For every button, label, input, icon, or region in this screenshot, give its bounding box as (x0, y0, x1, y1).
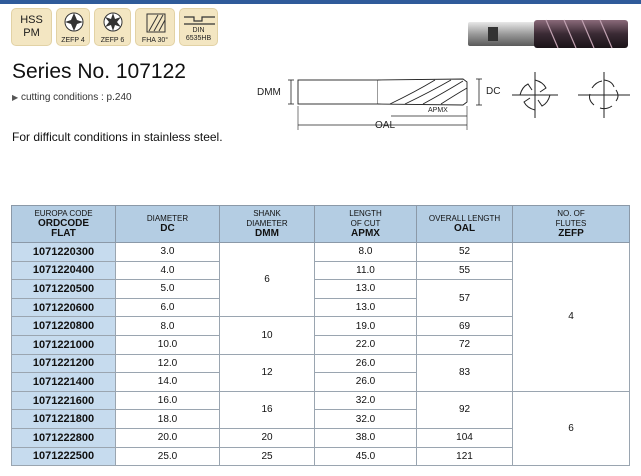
helix-label: FHA 30° (141, 37, 169, 44)
oal-cell: 72 (417, 335, 513, 354)
oal-cell: 121 (417, 447, 513, 466)
top-accent-bar (0, 0, 641, 4)
code-cell: 1071220600 (12, 298, 116, 317)
dc-cell: 8.0 (116, 317, 220, 336)
code-cell: 1071221400 (12, 373, 116, 392)
header-flutes-line3: ZEFP (558, 228, 584, 239)
dmm-cell: 25 (220, 447, 315, 466)
apmx-cell: 19.0 (315, 317, 417, 336)
dc-label: DC (486, 86, 501, 97)
dmm-cell: 16 (220, 391, 315, 428)
header-overall-line2: OAL (453, 223, 476, 234)
dc-cell: 12.0 (116, 354, 220, 373)
apmx-cell: 32.0 (315, 410, 417, 429)
dmm-cell: 12 (220, 354, 315, 391)
din-badge (179, 8, 218, 46)
hss-label: HSS (20, 14, 43, 26)
zefp-cell: 6 (513, 391, 630, 465)
cutting-conditions-text: cutting conditions : p.240 (20, 92, 132, 103)
helix-angle-icon (136, 9, 176, 37)
header-overall (417, 206, 513, 243)
table-row (12, 391, 630, 410)
tool-photo (466, 17, 630, 51)
dc-cell: 10.0 (116, 335, 220, 354)
triangle-bullet-icon: ▶ (12, 93, 19, 102)
header-shank (220, 206, 315, 243)
oal-cell: 92 (417, 391, 513, 428)
code-cell: 1071220500 (12, 280, 116, 299)
zefp6-badge (94, 8, 131, 46)
code-cell: 1071222800 (12, 428, 116, 447)
apmx-cell: 11.0 (315, 261, 417, 280)
six-flute-icon (95, 9, 132, 37)
zefp4-badge (56, 8, 90, 46)
apmx-cell: 22.0 (315, 335, 417, 354)
din-label (180, 27, 217, 43)
code-cell: 1071221600 (12, 391, 116, 410)
oal-cell: 52 (417, 243, 513, 262)
header-code-line2: ORDCODE (37, 218, 90, 229)
header-flutes-line1: NO. OF (557, 209, 585, 218)
oal-cell: 104 (417, 428, 513, 447)
oal-label: OAL (375, 120, 396, 131)
dc-cell: 20.0 (116, 428, 220, 447)
table-header-row (12, 206, 630, 243)
apmx-cell: 8.0 (315, 243, 417, 262)
code-cell: 1071221200 (12, 354, 116, 373)
apmx-cell: 32.0 (315, 391, 417, 410)
oal-cell: 83 (417, 354, 513, 391)
dc-cell: 3.0 (116, 243, 220, 262)
code-cell: 1071222500 (12, 447, 116, 466)
dc-cell: 14.0 (116, 373, 220, 392)
header-length-line2: OF CUT (350, 219, 381, 228)
dc-cell: 16.0 (116, 391, 220, 410)
code-cell: 1071220300 (12, 243, 116, 262)
header-length-line1: LENGTH (349, 209, 382, 218)
header-shank-line1: SHANK (253, 209, 281, 218)
dc-cell: 5.0 (116, 280, 220, 299)
header-code-line3: FLAT (51, 228, 76, 239)
din-label-text: DIN 6535HB (185, 27, 212, 42)
cross-section-views (508, 70, 634, 120)
oal-cell: 55 (417, 261, 513, 280)
zefp-cell: 4 (513, 243, 630, 392)
code-cell: 1071220400 (12, 261, 116, 280)
dmm-cell: 10 (220, 317, 315, 354)
description: For difficult conditions in stainless steel. (12, 130, 223, 144)
header-diameter-line2: DC (160, 223, 175, 234)
apmx-cell: 26.0 (315, 354, 417, 373)
cutting-conditions (12, 92, 132, 103)
apmx-cell: 38.0 (315, 428, 417, 447)
code-cell: 1071220800 (12, 317, 116, 336)
zefp4-label: ZEFP 4 (61, 37, 85, 44)
pm-label: PM (23, 27, 40, 39)
series-title: Series No. 107122 (12, 60, 186, 83)
six-flute-section (578, 72, 630, 118)
code-cell: 1071221000 (12, 335, 116, 354)
oal-cell: 69 (417, 317, 513, 336)
four-flute-icon (57, 9, 91, 37)
dc-cell: 6.0 (116, 298, 220, 317)
header-flutes (513, 206, 630, 243)
dc-cell: 4.0 (116, 261, 220, 280)
apmx-cell: 45.0 (315, 447, 417, 466)
zefp6-label: ZEFP 6 (100, 37, 125, 44)
dc-cell: 18.0 (116, 410, 220, 429)
dmm-label: DMM (257, 87, 281, 98)
hss-pm-badge (11, 8, 52, 46)
four-flute-section (512, 72, 558, 118)
apmx-cell: 26.0 (315, 373, 417, 392)
oal-cell: 57 (417, 280, 513, 317)
apmx-cell: 13.0 (315, 298, 417, 317)
specs-table (11, 205, 630, 466)
table-row (12, 243, 630, 262)
apmx-cell: 13.0 (315, 280, 417, 299)
header-diameter (116, 206, 220, 243)
header-length (315, 206, 417, 243)
header-shank-line2: DIAMETER (246, 219, 288, 228)
dmm-cell: 6 (220, 243, 315, 317)
dmm-cell: 20 (220, 428, 315, 447)
code-cell: 1071221800 (12, 410, 116, 429)
header-flutes-line2: FLUTES (555, 219, 587, 228)
header-shank-line3: DMM (255, 228, 279, 239)
header-code-line1: EUROPA CODE (34, 209, 93, 218)
header-length-line3: APMX (351, 228, 380, 239)
helix-badge (135, 8, 175, 46)
header-code (12, 206, 116, 243)
apmx-label: APMX (428, 107, 448, 114)
header-overall-line1: OVERALL LENGTH (428, 214, 501, 223)
dc-cell: 25.0 (116, 447, 220, 466)
header-diameter-line1: DIAMETER (146, 214, 189, 223)
